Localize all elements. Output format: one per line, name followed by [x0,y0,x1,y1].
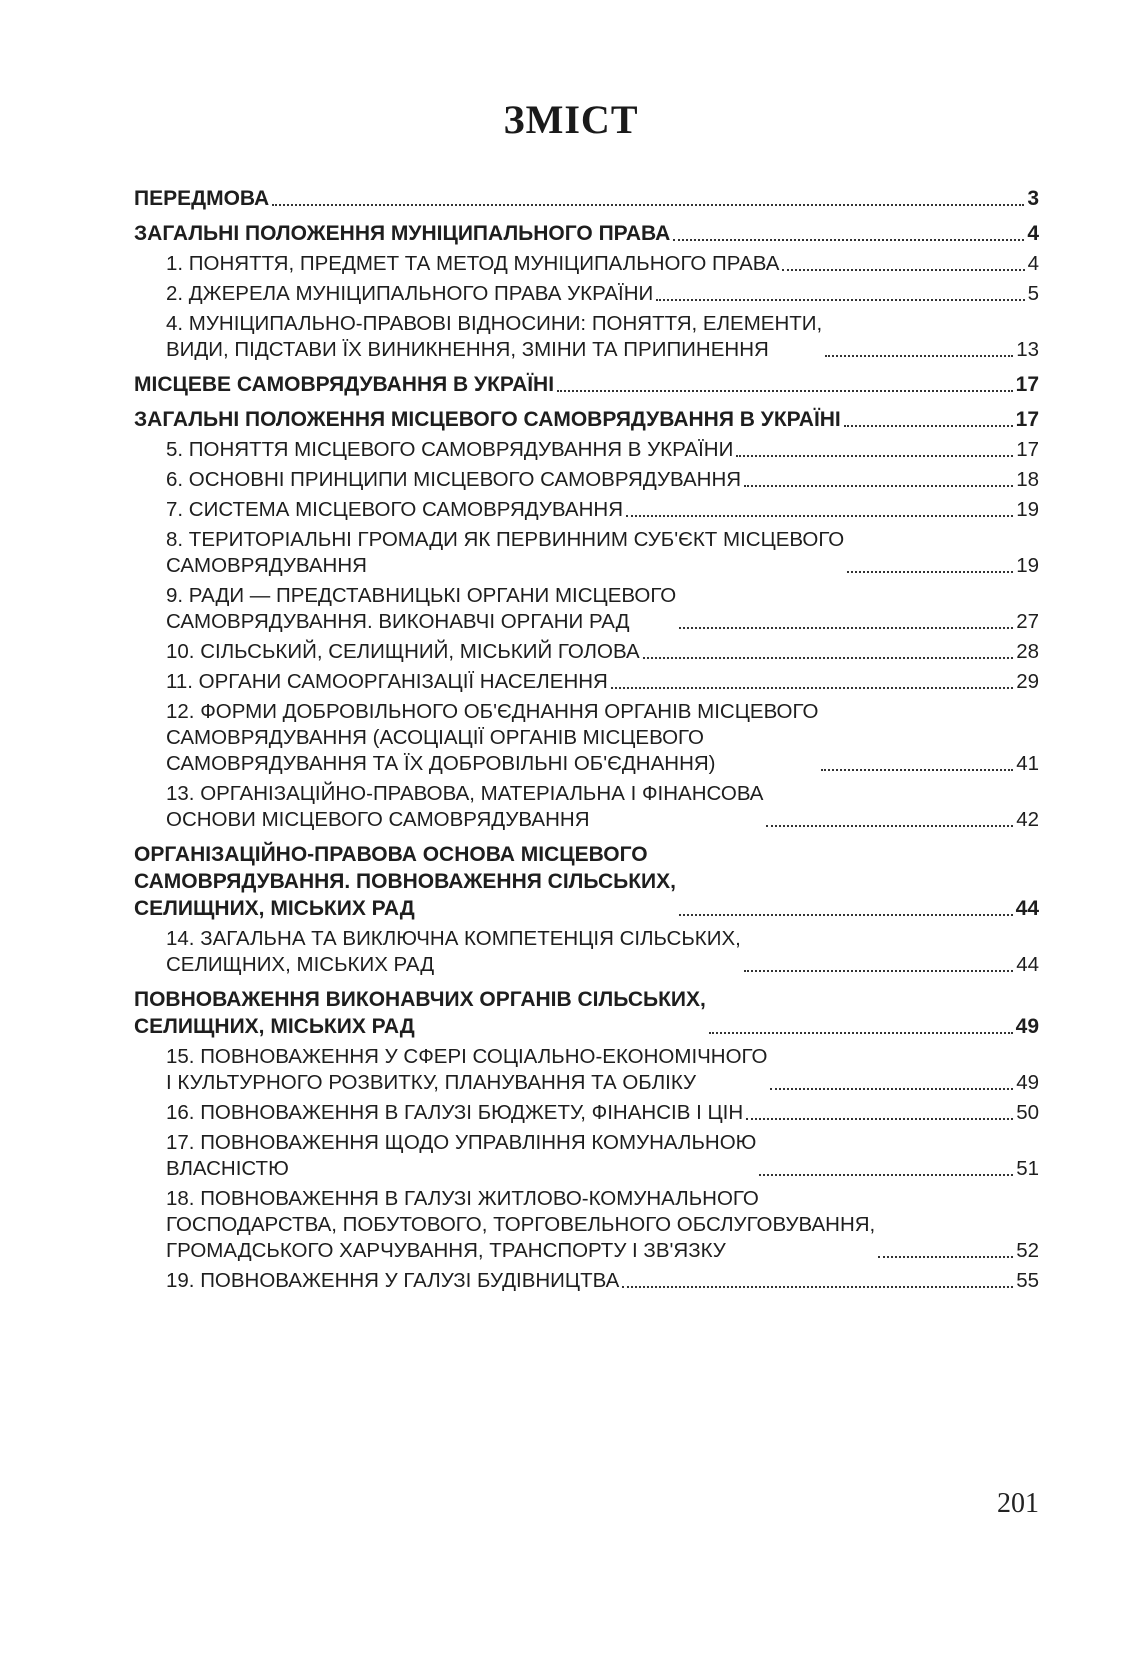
toc-entry-title: 10. СІЛЬСЬКИЙ, СЕЛИЩНИЙ, МІСЬКИЙ ГОЛОВА [166,640,640,663]
toc-entry-page: 44 [1016,953,1039,976]
toc-subsection-entry [134,1130,1039,1182]
toc-entry-page: 42 [1016,808,1039,831]
toc-subsection-entry [134,437,1039,463]
toc-entry-page: 19 [1016,554,1039,577]
toc-entry-title: 13. ОРГАНІЗАЦІЙНО-ПРАВОВА, МАТЕРІАЛЬНА І ФІНАНСОВА ОСНОВИ МІСЦЕВОГО САМОВРЯДУВАННЯ [166,782,764,831]
toc-subsection-entry [134,1268,1039,1294]
toc-entry-title: ПОВНОВАЖЕННЯ ВИКОНАВЧИХ ОРГАНІВ СІЛЬСЬКИХ, СЕЛИЩНИХ, МІСЬКИХ РАД [134,988,706,1038]
toc-subsection-entry [134,1044,1039,1096]
toc-subsection-entry [134,497,1039,523]
dot-leader [744,484,1013,487]
toc-entry-page: 51 [1016,1157,1039,1180]
toc-entry-page: 29 [1016,670,1039,693]
dot-leader [643,656,1014,659]
table-of-contents [134,185,1039,1298]
page-number: 201 [997,1488,1039,1519]
toc-section-entry [134,220,1039,247]
toc-section-entry [134,841,1039,922]
dot-leader [736,454,1013,457]
toc-subsection-entry [134,1100,1039,1126]
dot-leader [679,913,1013,916]
toc-subsection-entry [134,467,1039,493]
dot-leader [673,238,1024,241]
toc-subsection-entry [134,639,1039,665]
dot-leader [782,268,1024,271]
toc-entry-page: 49 [1016,1071,1039,1094]
toc-entry-title: 9. РАДИ — ПРЕДСТАВНИЦЬКІ ОРГАНИ МІСЦЕВОГО САМОВРЯДУВАННЯ. ВИКОНАВЧІ ОРГАНИ РАД [166,584,677,633]
toc-entry-page: 55 [1016,1269,1039,1292]
toc-section-entry [134,986,1039,1040]
dot-leader [272,203,1024,206]
dot-leader [770,1087,1013,1090]
toc-subsection-entry [134,527,1039,579]
toc-entry-title: ЗАГАЛЬНІ ПОЛОЖЕННЯ МІСЦЕВОГО САМОВРЯДУВАННЯ В УКРАЇНІ [134,408,841,431]
toc-entry-title: 6. ОСНОВНІ ПРИНЦИПИ МІСЦЕВОГО САМОВРЯДУВАННЯ [166,468,742,491]
toc-entry-title: 8. ТЕРИТОРІАЛЬНІ ГРОМАДИ ЯК ПЕРВИННИМ СУБ'ЄКТ МІСЦЕВОГО САМОВРЯДУВАННЯ [166,528,845,577]
dot-leader [626,514,1013,517]
toc-entry-page: 4 [1027,222,1039,245]
toc-entry-page: 18 [1016,468,1039,491]
toc-entry-page: 50 [1016,1101,1039,1124]
dot-leader [878,1255,1013,1258]
dot-leader [759,1173,1013,1176]
toc-entry-title: ЗАГАЛЬНІ ПОЛОЖЕННЯ МУНІЦИПАЛЬНОГО ПРАВА [134,222,671,245]
dot-leader [821,768,1013,771]
toc-entry-title: 11. ОРГАНИ САМООРГАНІЗАЦІЇ НАСЕЛЕННЯ [166,670,608,693]
toc-entry-title: 4. МУНІЦИПАЛЬНО-ПРАВОВІ ВІДНОСИНИ: ПОНЯТТЯ, ЕЛЕМЕНТИ, ВИДИ, ПІДСТАВИ ЇХ ВИНИКНЕННЯ, ЗМІНИ ТА ПРИПИНЕННЯ [166,312,823,361]
toc-entry-page: 27 [1016,610,1039,633]
toc-entry-title: 2. ДЖЕРЕЛА МУНІЦИПАЛЬНОГО ПРАВА УКРАЇНИ [166,282,654,305]
dot-leader [847,570,1013,573]
toc-entry-page: 41 [1016,752,1039,775]
toc-section-entry [134,371,1039,398]
toc-entry-page: 52 [1016,1239,1039,1262]
toc-entry-page: 28 [1016,640,1039,663]
toc-section-entry [134,185,1039,212]
toc-subsection-entry [134,699,1039,777]
page-title: ЗМІСТ [503,97,639,142]
dot-leader [656,298,1024,301]
toc-entry-page: 4 [1027,252,1039,275]
toc-entry-page: 49 [1015,1015,1039,1038]
toc-entry-page: 19 [1016,498,1039,521]
dot-leader [557,389,1013,392]
toc-subsection-entry [134,926,1039,978]
toc-entry-page: 5 [1027,282,1039,305]
toc-entry-title: 18. ПОВНОВАЖЕННЯ В ГАЛУЗІ ЖИТЛОВО-КОМУНАЛЬНОГО ГОСПОДАРСТВА, ПОБУТОВОГО, ТОРГОВЕЛЬНОГО ОБСЛУГОВУВАННЯ, ГРОМАДСЬКОГО ХАРЧУВАННЯ, ТРАНСПОРТУ І ЗВ'ЯЗКУ [166,1187,876,1262]
toc-entry-page: 44 [1015,897,1039,920]
dot-leader [746,1117,1013,1120]
toc-entry-title: 15. ПОВНОВАЖЕННЯ У СФЕРІ СОЦІАЛЬНО-ЕКОНОМІЧНОГО І КУЛЬТУРНОГО РОЗВИТКУ, ПЛАНУВАННЯ ТА ОБЛІКУ [166,1045,768,1094]
dot-leader [611,686,1013,689]
dot-leader [709,1031,1013,1034]
dot-leader [825,354,1013,357]
dot-leader [844,424,1013,427]
toc-section-entry [134,406,1039,433]
toc-entry-title: 5. ПОНЯТТЯ МІСЦЕВОГО САМОВРЯДУВАННЯ В УКРАЇНИ [166,438,734,461]
toc-subsection-entry [134,1186,1039,1264]
toc-entry-title: ПЕРЕДМОВА [134,187,270,210]
toc-entry-page: 17 [1016,438,1039,461]
dot-leader [744,969,1013,972]
toc-entry-title: 14. ЗАГАЛЬНА ТА ВИКЛЮЧНА КОМПЕТЕНЦІЯ СІЛЬСЬКИХ, СЕЛИЩНИХ, МІСЬКИХ РАД [166,927,741,976]
toc-entry-page: 13 [1016,338,1039,361]
toc-entry-title: МІСЦЕВЕ САМОВРЯДУВАННЯ В УКРАЇНІ [134,373,555,396]
toc-entry-page: 17 [1015,408,1039,431]
toc-entry-page: 3 [1027,187,1039,210]
dot-leader [622,1285,1013,1288]
toc-subsection-entry [134,583,1039,635]
toc-entry-title: 1. ПОНЯТТЯ, ПРЕДМЕТ ТА МЕТОД МУНІЦИПАЛЬНОГО ПРАВА [166,252,780,275]
toc-subsection-entry [134,251,1039,277]
dot-leader [766,824,1013,827]
dot-leader [679,626,1013,629]
toc-entry-page: 17 [1015,373,1039,396]
toc-entry-title: 12. ФОРМИ ДОБРОВІЛЬНОГО ОБ'ЄДНАННЯ ОРГАНІВ МІСЦЕВОГО САМОВРЯДУВАННЯ (АСОЦІАЦІЇ ОРГАНІВ МІСЦЕВОГО САМОВРЯДУВАННЯ ТА ЇХ ДОБРОВІЛЬНІ ОБ'ЄДНАННЯ) [166,700,819,775]
toc-entry-title: 7. СИСТЕМА МІСЦЕВОГО САМОВРЯДУВАННЯ [166,498,624,521]
toc-entry-title: 19. ПОВНОВАЖЕННЯ У ГАЛУЗІ БУДІВНИЦТВА [166,1269,620,1292]
toc-subsection-entry [134,281,1039,307]
toc-subsection-entry [134,781,1039,833]
toc-subsection-entry [134,669,1039,695]
toc-entry-title: 17. ПОВНОВАЖЕННЯ ЩОДО УПРАВЛІННЯ КОМУНАЛЬНОЮ ВЛАСНІСТЮ [166,1131,757,1180]
toc-subsection-entry [134,311,1039,363]
toc-entry-title: 16. ПОВНОВАЖЕННЯ В ГАЛУЗІ БЮДЖЕТУ, ФІНАНСІВ І ЦІН [166,1101,744,1124]
toc-entry-title: ОРГАНІЗАЦІЙНО-ПРАВОВА ОСНОВА МІСЦЕВОГО САМОВРЯДУВАННЯ. ПОВНОВАЖЕННЯ СІЛЬСЬКИХ, СЕЛИЩНИХ, МІСЬКИХ РАД [134,843,676,920]
